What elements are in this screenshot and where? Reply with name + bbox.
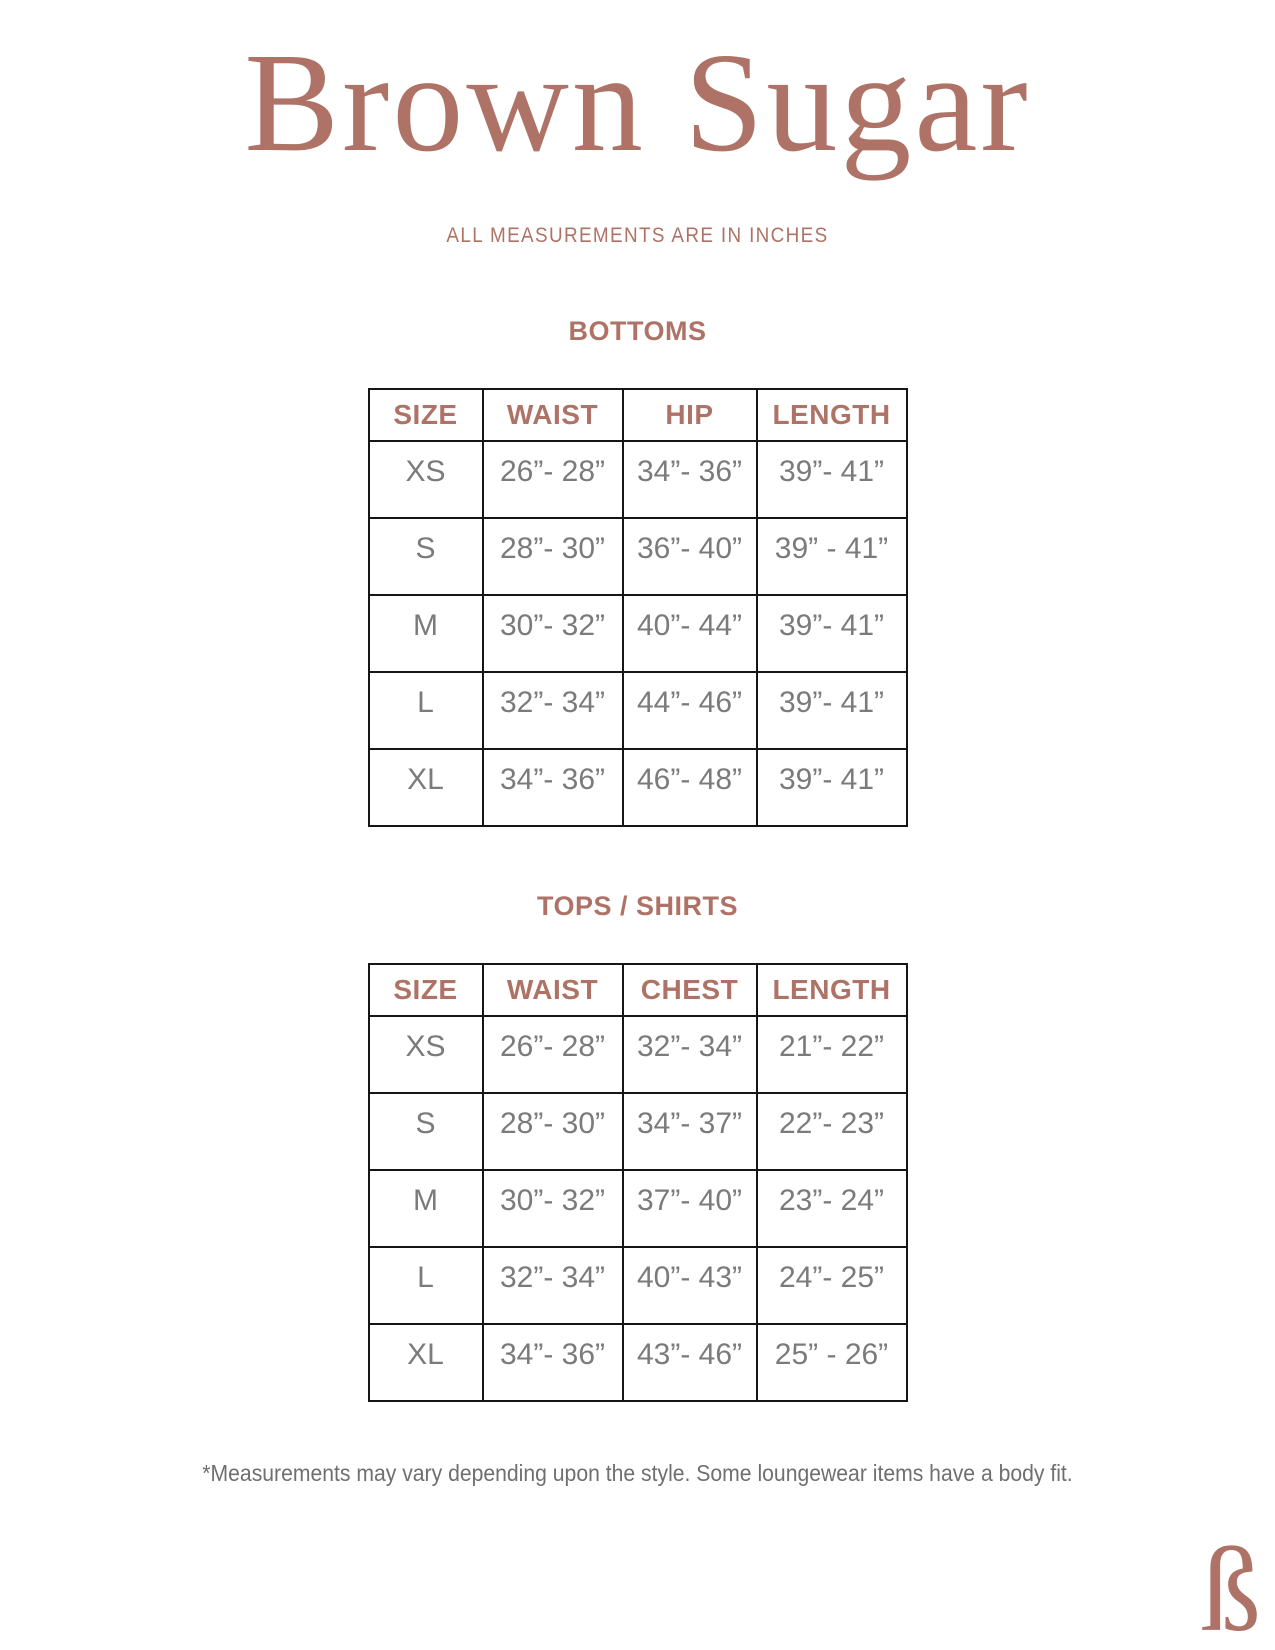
- size-cell: L: [369, 1247, 483, 1324]
- measurement-cell: 26”- 28”: [483, 1016, 623, 1093]
- tops-size-table: [368, 963, 908, 1402]
- column-header-length: LENGTH: [757, 964, 907, 1016]
- measurement-cell: 30”- 32”: [483, 595, 623, 672]
- measurement-cell: 39”- 41”: [757, 672, 907, 749]
- measurement-cell: 34”- 36”: [623, 441, 757, 518]
- measurement-cell: 32”- 34”: [483, 672, 623, 749]
- size-cell: S: [369, 518, 483, 595]
- size-cell: L: [369, 672, 483, 749]
- measurement-cell: 28”- 30”: [483, 518, 623, 595]
- column-header-waist: WAIST: [483, 389, 623, 441]
- measurement-cell: 44”- 46”: [623, 672, 757, 749]
- column-header-size: SIZE: [369, 964, 483, 1016]
- measurement-cell: 28”- 30”: [483, 1093, 623, 1170]
- table-row: [369, 518, 907, 595]
- measurement-cell: 25” - 26”: [757, 1324, 907, 1401]
- table-row: [369, 595, 907, 672]
- table-row: [369, 1016, 907, 1093]
- measurement-cell: 32”- 34”: [623, 1016, 757, 1093]
- measurement-cell: 36”- 40”: [623, 518, 757, 595]
- tops-heading: TOPS / SHIRTS: [536, 891, 739, 922]
- measurement-cell: 43”- 46”: [623, 1324, 757, 1401]
- measurements-unit-note: ALL MEASUREMENTS ARE IN INCHES: [446, 224, 829, 248]
- size-cell: S: [369, 1093, 483, 1170]
- brand-title: Brown Sugar: [244, 23, 1031, 181]
- measurement-cell: 30”- 32”: [483, 1170, 623, 1247]
- column-header-size: SIZE: [369, 389, 483, 441]
- measurement-cell: 39”- 41”: [757, 441, 907, 518]
- measurement-cell: 46”- 48”: [623, 749, 757, 826]
- column-header-hip: HIP: [623, 389, 757, 441]
- header-row: [369, 964, 907, 1016]
- measurement-cell: 32”- 34”: [483, 1247, 623, 1324]
- table-row: [369, 672, 907, 749]
- column-header-chest: CHEST: [623, 964, 757, 1016]
- bottoms-section: [0, 316, 1275, 827]
- measurement-cell: 22”- 23”: [757, 1093, 907, 1170]
- measurement-cell: 40”- 44”: [623, 595, 757, 672]
- table-row: [369, 1324, 907, 1401]
- table-row: [369, 1247, 907, 1324]
- measurement-cell: 40”- 43”: [623, 1247, 757, 1324]
- size-cell: XL: [369, 1324, 483, 1401]
- table-row: [369, 1093, 907, 1170]
- measurement-cell: 23”- 24”: [757, 1170, 907, 1247]
- size-cell: XL: [369, 749, 483, 826]
- bottoms-size-table: [368, 388, 908, 827]
- size-cell: XS: [369, 441, 483, 518]
- brand-monogram-logo: ß: [1201, 1523, 1261, 1650]
- header-row: [369, 389, 907, 441]
- measurement-cell: 39”- 41”: [757, 749, 907, 826]
- measurement-cell: 34”- 36”: [483, 749, 623, 826]
- measurement-cell: 39” - 41”: [757, 518, 907, 595]
- bottoms-heading: BOTTOMS: [568, 316, 707, 347]
- column-header-length: LENGTH: [757, 389, 907, 441]
- measurement-cell: 26”- 28”: [483, 441, 623, 518]
- measurement-cell: 34”- 37”: [623, 1093, 757, 1170]
- measurement-cell: 34”- 36”: [483, 1324, 623, 1401]
- table-row: [369, 441, 907, 518]
- measurement-cell: 37”- 40”: [623, 1170, 757, 1247]
- size-cell: M: [369, 1170, 483, 1247]
- column-header-waist: WAIST: [483, 964, 623, 1016]
- tops-section: [0, 891, 1275, 1402]
- table-row: [369, 749, 907, 826]
- size-cell: M: [369, 595, 483, 672]
- size-cell: XS: [369, 1016, 483, 1093]
- footnote: *Measurements may vary depending upon the style. Some loungewear items have a body fit.: [202, 1460, 1073, 1487]
- measurement-cell: 21”- 22”: [757, 1016, 907, 1093]
- measurement-cell: 39”- 41”: [757, 595, 907, 672]
- measurement-cell: 24”- 25”: [757, 1247, 907, 1324]
- table-row: [369, 1170, 907, 1247]
